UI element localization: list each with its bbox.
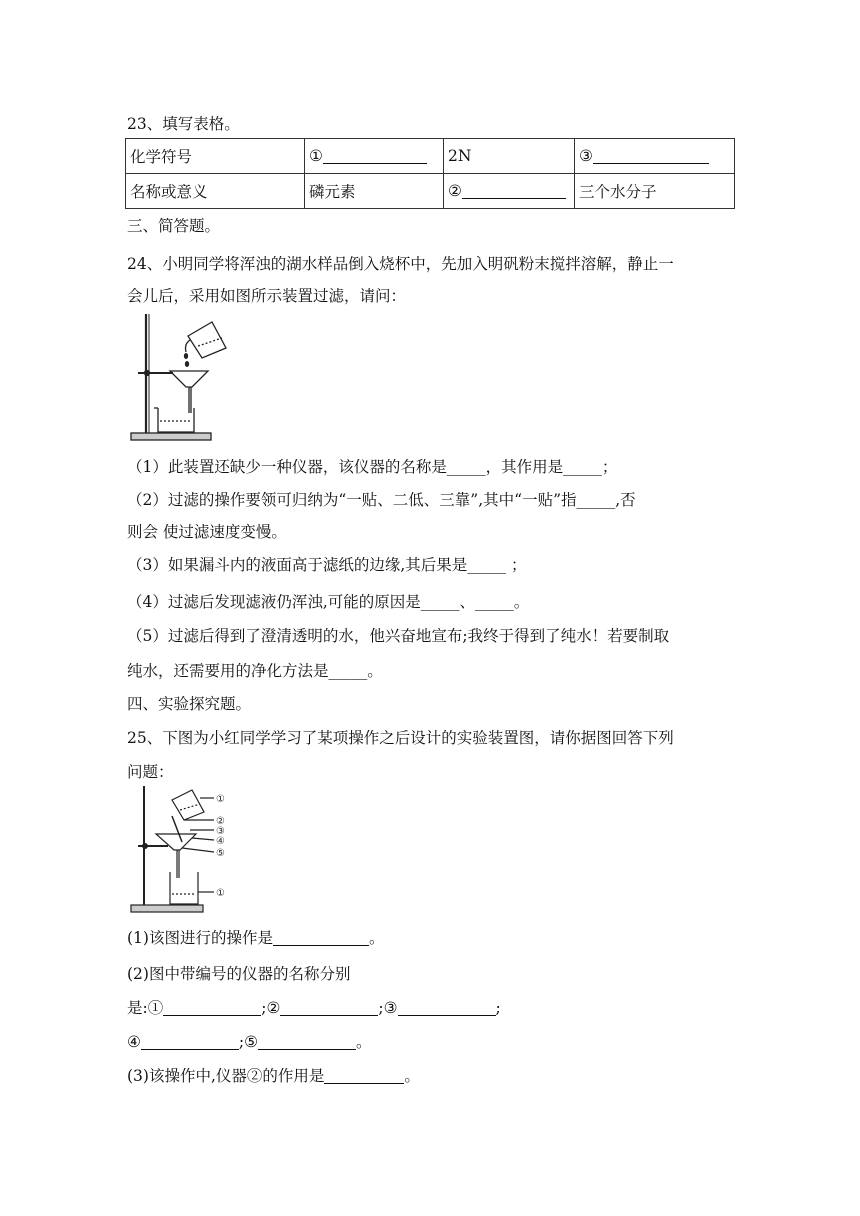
punctuation: ; — [495, 999, 501, 1017]
blank-number: ① — [309, 147, 323, 165]
fig-label: ① — [216, 794, 225, 805]
answer-blank[interactable] — [273, 944, 369, 946]
table-cell: 名称或意义 — [126, 174, 305, 209]
answer-blank[interactable] — [398, 1014, 496, 1016]
q24-part5: 纯水，还需要用的净化方法是_____。 — [127, 662, 383, 680]
punctuation: 。 — [368, 929, 385, 947]
q24-stem: 24、小明同学将浑浊的湖水样品倒入烧杯中，先加入明矾粉末搅拌溶解，静止一 — [127, 255, 674, 273]
blank-number: ③ — [383, 999, 398, 1017]
q25-part2-line3 — [127, 1030, 372, 1052]
punctuation: 。 — [404, 1067, 420, 1085]
q24-part2: （2）过滤的操作要领可归纳为“一贴、二低、三靠”,其中“一贴”指_____,否 — [127, 491, 636, 509]
table-cell: 磷元素 — [305, 174, 444, 209]
q25-part1-text: (1)该图进行的操作是 — [127, 929, 273, 947]
answer-blank[interactable] — [163, 1014, 261, 1016]
table-row — [126, 174, 735, 209]
q25-stem: 问题： — [127, 763, 174, 781]
table-cell: 化学符号 — [126, 139, 305, 174]
fig-label: ④ — [216, 836, 225, 847]
q25-part1 — [127, 926, 384, 948]
q25-part2: (2)图中带编号的仪器的名称分别 — [127, 965, 351, 983]
q25-part2-line2 — [127, 996, 501, 1018]
blank-number: ② — [266, 999, 281, 1017]
punctuation: ; — [378, 999, 384, 1017]
q25-stem: 25、下图为小红同学学习了某项操作之后设计的实验装置图，请你据图回答下列 — [127, 729, 674, 747]
answer-blank[interactable] — [462, 197, 566, 199]
fig-label: ③ — [216, 826, 225, 837]
table-cell: 2N — [444, 139, 575, 174]
table-cell — [305, 139, 444, 174]
fig-label: ② — [216, 816, 225, 827]
q25-part2-prefix: 是:① — [127, 999, 164, 1017]
q24-part1: （1）此装置还缺少一种仪器，该仪器的名称是_____，其作用是_____； — [127, 458, 618, 476]
punctuation: ; — [238, 1033, 245, 1051]
answer-blank[interactable] — [593, 162, 709, 164]
q24-part4: （4）过滤后发现滤液仍浑浊,可能的原因是_____、_____。 — [127, 593, 530, 611]
answer-blank[interactable] — [324, 1082, 404, 1084]
fig-label: ① — [216, 888, 225, 899]
labelled-filtration-figure — [128, 782, 236, 916]
q25-part3-text: (3)该操作中,仪器②的作用是 — [127, 1067, 325, 1085]
q24-part3: （3）如果漏斗内的液面高于滤纸的边缘,其后果是_____ ； — [127, 556, 527, 574]
fill-table — [125, 138, 735, 209]
answer-blank[interactable] — [258, 1048, 356, 1050]
answer-blank[interactable] — [323, 162, 427, 164]
q25-part3 — [127, 1064, 420, 1086]
section-heading: 四、实验探究题。 — [127, 695, 252, 713]
q24-part2: 则会 使过滤速度变慢。 — [127, 523, 287, 541]
blank-number: ④ — [127, 1033, 141, 1051]
punctuation: 。 — [356, 1033, 372, 1051]
filtration-apparatus-figure — [128, 310, 228, 446]
blank-number: ⑤ — [244, 1033, 259, 1051]
q24-stem: 会儿后，采用如图所示装置过滤，请问： — [127, 287, 407, 305]
punctuation: ; — [261, 999, 267, 1017]
q23-title: 23、填写表格。 — [127, 115, 240, 133]
blank-number: ③ — [579, 147, 593, 165]
table-cell — [575, 139, 735, 174]
blank-number: ② — [448, 182, 462, 200]
table-cell — [444, 174, 575, 209]
table-cell: 三个水分子 — [575, 174, 735, 209]
answer-blank[interactable] — [141, 1048, 239, 1050]
fig-label: ⑤ — [216, 848, 225, 859]
q24-part5: （5）过滤后得到了澄清透明的水，他兴奋地宣布;我终于得到了纯水！若要制取 — [127, 627, 670, 645]
section-heading: 三、简答题。 — [127, 217, 221, 235]
table-row — [126, 139, 735, 174]
answer-blank[interactable] — [280, 1014, 378, 1016]
